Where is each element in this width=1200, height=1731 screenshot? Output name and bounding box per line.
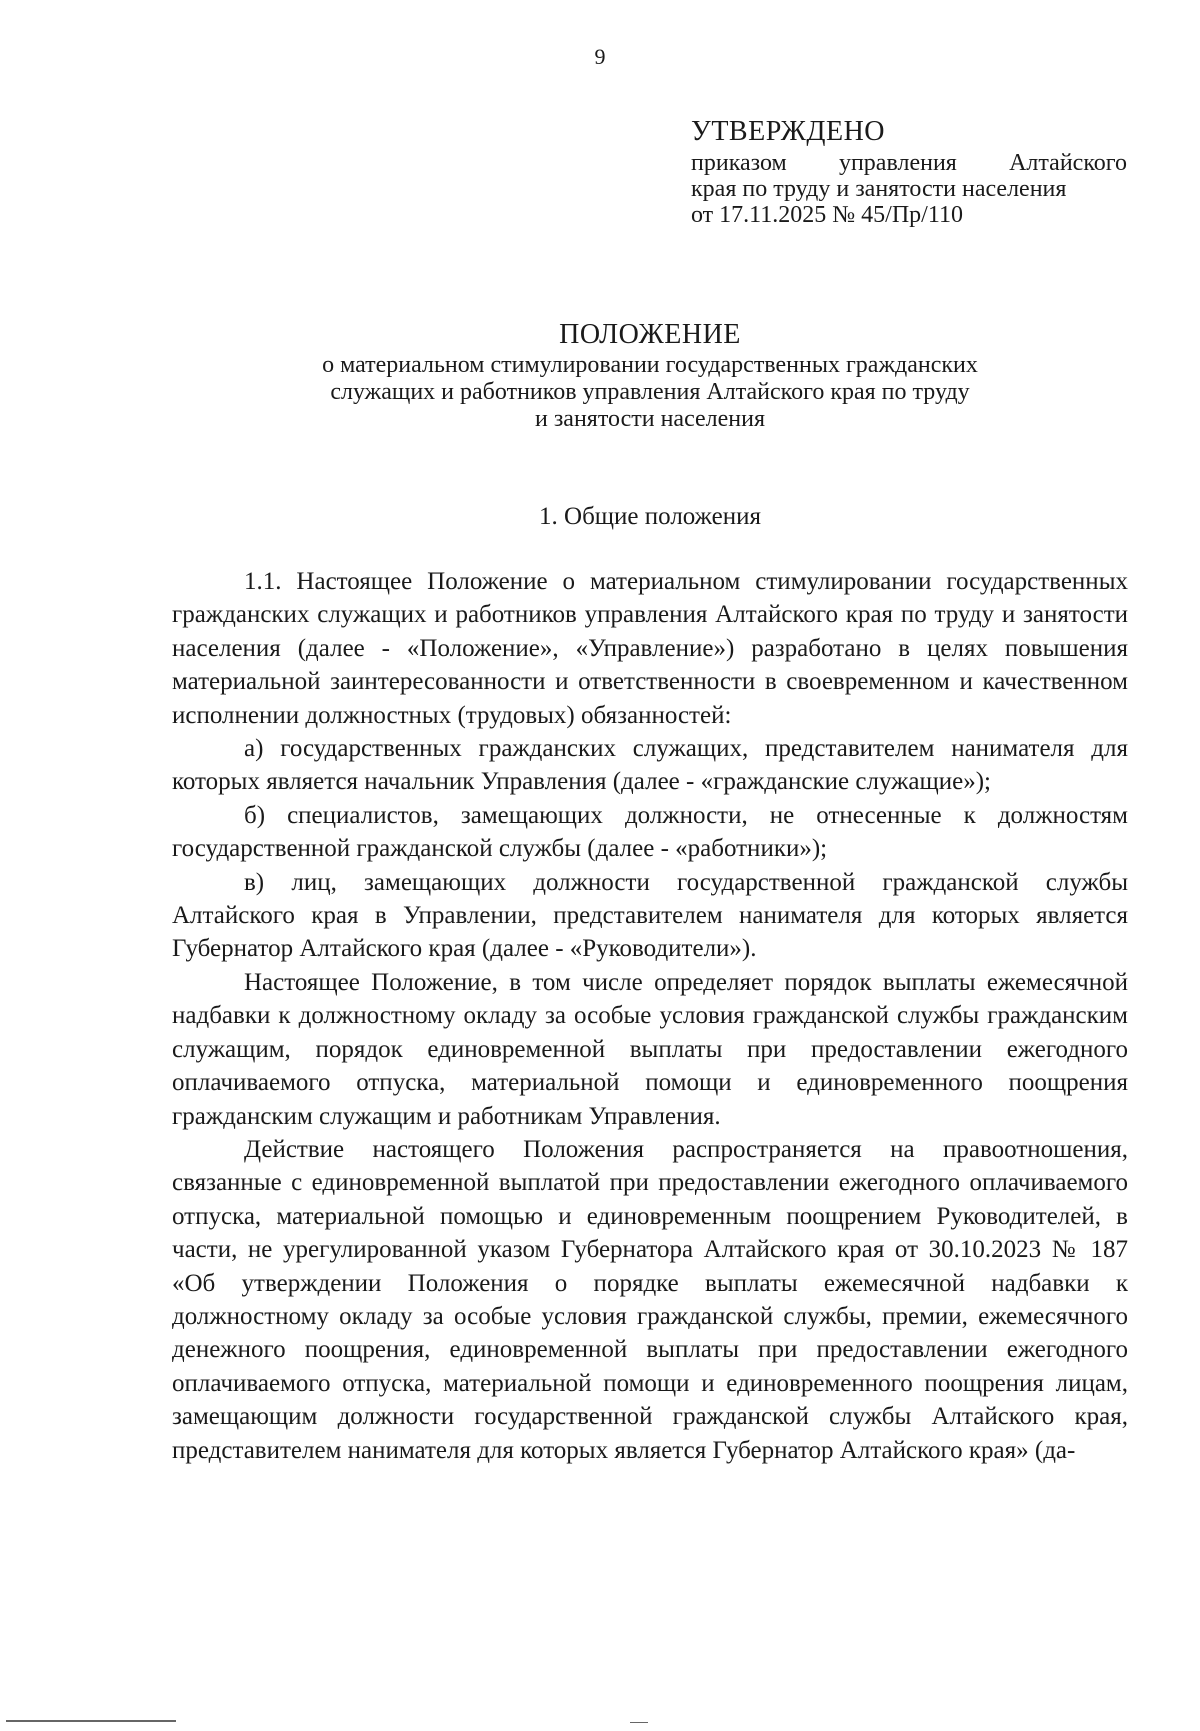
document-subtitle-line: служащих и работников управления Алтайского края по труду (330, 379, 970, 405)
paragraph: Настоящее Положение, в том числе определяет порядок выплаты ежемесячной надбавки к должностному окладу за особые условия гражданской службы гражданским служащим, порядок единовременной выплаты при предоставлении ежегодного оплачиваемого отпуска, материальной помощи и единовременного поощрения гражданским служащим и работникам Управления. (172, 968, 1128, 1130)
approval-date-number: от 17.11.2025 № 45/Пр/110 (691, 202, 963, 228)
document-subtitle-line: и занятости населения (534, 406, 766, 432)
document-title (160, 318, 1140, 433)
document-title-heading: ПОЛОЖЕНИЕ (559, 319, 741, 350)
scan-artifact-line (6, 1720, 176, 1722)
paragraph: 1.1. Настоящее Положение о материальном стимулировании государственных гражданских служащих и работников управления Алтайского края по труду и занятости населения (далее - «Положение», «Управление») разработано в целях повышения материальной заинтересованности и ответственности в своевременном и качественном исполнении должностных (трудовых) обязанностей: (172, 568, 1128, 729)
list-item-b: б) специалистов, замещающих должности, не отнесенные к должностям государственной гражданской службы (далее - «работники»); (172, 801, 1128, 863)
approval-stamp (691, 116, 1127, 228)
document-subtitle-line: о материальном стимулировании государственных гражданских (322, 352, 978, 378)
approval-heading: УТВЕРЖДЕНО (691, 116, 886, 147)
list-item-a: а) государственных гражданских служащих, представителем нанимателя для которых является начальник Управления (далее - «гражданские служащие»); (172, 735, 1128, 796)
approval-line: края по труду и занятости населения (691, 176, 1067, 202)
paragraph: Действие настоящего Положения распространяется на правоотношения, связанные с единовременной выплатой при предоставлении ежегодного оплачиваемого отпуска, материальной помощью и единовременным поощрением Руководителей, в части, не урегулированной указом Губернатора Алтайского края от 30.10.2023 № 187 «Об утверждении Положения о порядке выплаты ежемесячной надбавки к должностному окладу за особые условия гражданской службы, премии, ежемесячного денежного поощрения, единовременной выплаты при предоставлении ежегодного оплачиваемого отпуска, материальной помощи и единовременного поощрения лицам, замещающим должности государственной гражданской службы Алтайского края, представителем нанимателя для которых является Губернатор Алтайского края» (да- (172, 1135, 1128, 1464)
list-item-c: в) лиц, замещающих должности государственной гражданской службы Алтайского края в Управлении, представителем нанимателя для которых является Губернатор Алтайского края (далее - «Руководители»). (172, 868, 1128, 963)
scan-artifact-mark (630, 1722, 648, 1723)
document-body (172, 565, 1128, 1467)
section-heading: 1. Общие положения (539, 503, 761, 530)
approval-line: приказом управления Алтайского (691, 150, 1127, 176)
page-number: 9 (594, 44, 606, 69)
